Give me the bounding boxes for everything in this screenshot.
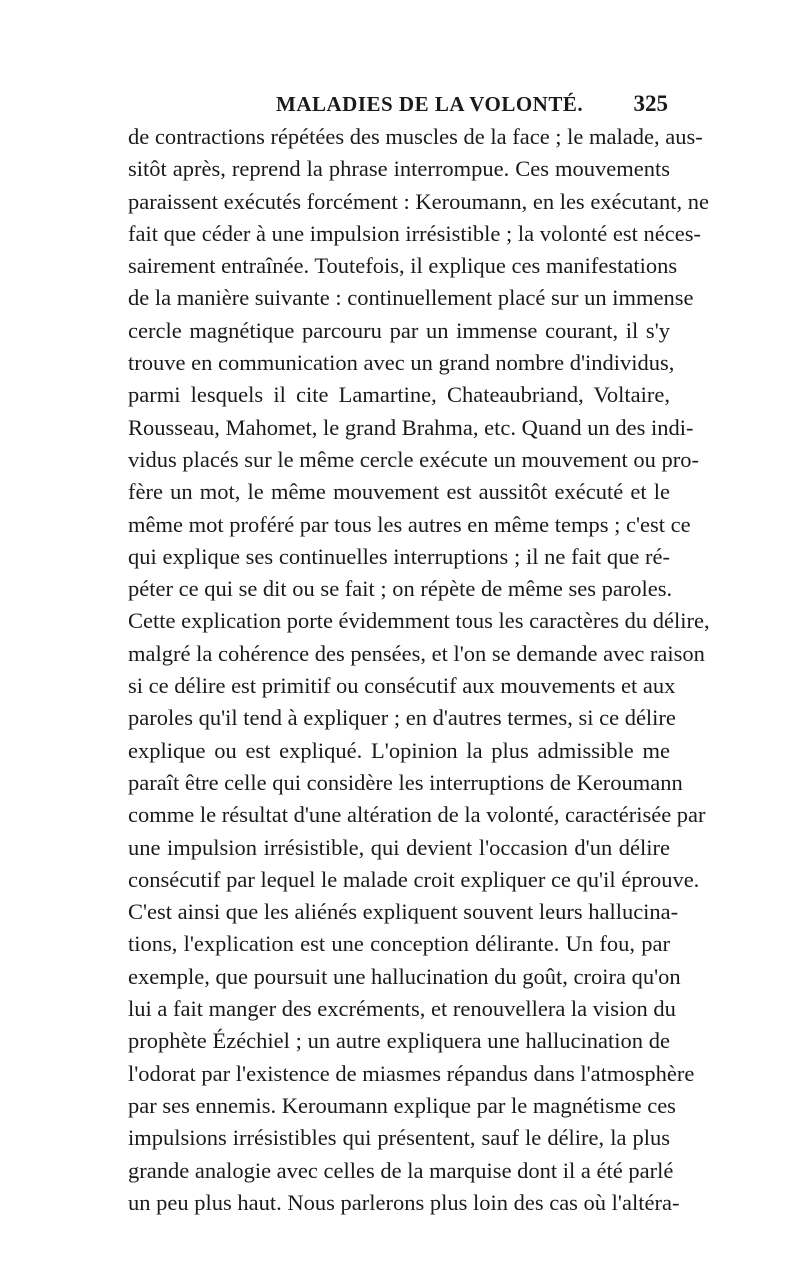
text-line: sairement entraînée. Toutefois, il explique ces manifestations — [128, 253, 678, 279]
text-line: vidus placés sur le même cercle exécute un mouvement ou pro- — [128, 446, 700, 472]
text-line: trouve en communication avec un grand nombre d'individus, — [128, 350, 675, 376]
text-line: un peu plus haut. Nous parlerons plus loin des cas où l'altéra- — [128, 1189, 680, 1215]
text-line: prophète Ézéchiel ; un autre expliquera une hallucination de — [128, 1028, 670, 1054]
text-line: malgré la cohérence des pensées, et l'on se demande avec raison — [128, 640, 705, 666]
text-line: exemple, que poursuit une hallucination du goût, croira qu'on — [128, 963, 681, 989]
page-number: 325 — [633, 91, 668, 116]
text-line: explique ou est expliqué. L'opinion la plus admissible me — [128, 737, 670, 763]
text-line: grande analogie avec celles de la marquise dont il a été parlé — [128, 1157, 674, 1183]
text-line: de contractions répétées des muscles de la face ; le malade, aus- — [128, 124, 703, 149]
text-line: sitôt après, reprend la phrase interrompue. Ces mouvements — [128, 156, 670, 182]
body-text — [128, 121, 710, 1219]
text-line: si ce délire est primitif ou consécutif aux mouvements et aux — [128, 673, 676, 699]
text-line: paraissent exécutés forcément : Keroumann, en les exécutant, ne — [128, 188, 710, 214]
text-line: comme le résultat d'une altération de la volonté, caractérisée par — [128, 802, 706, 828]
running-head-title: MALADIES DE LA VOLONTÉ. — [276, 92, 584, 116]
text-line: cercle magnétique parcouru par un immense courant, il s'y — [128, 317, 670, 343]
text-line: impulsions irrésistibles qui présentent, sauf le délire, la plus — [128, 1125, 670, 1151]
text-line: de la manière suivante : continuellement placé sur un immense — [128, 285, 694, 311]
text-line: péter ce qui se dit ou se fait ; on répète de même ses paroles. — [128, 576, 673, 602]
text-line: qui explique ses continuelles interruptions ; il ne fait que ré- — [128, 543, 670, 569]
text-line: l'odorat par l'existence de miasmes répandus dans l'atmosphère — [128, 1060, 695, 1086]
text-line: lui a fait manger des excréments, et renouvellera la vision du — [128, 996, 676, 1022]
text-line: par ses ennemis. Keroumann explique par le magnétisme ces — [128, 1092, 676, 1118]
text-line: paroles qu'il tend à expliquer ; en d'autres termes, si ce délire — [128, 705, 676, 731]
text-line: même mot proféré par tous les autres en même temps ; c'est ce — [128, 511, 691, 537]
text-line: C'est ainsi que les aliénés expliquent souvent leurs hallucina- — [128, 899, 679, 925]
text-line: paraît être celle qui considère les interruptions de Keroumann — [128, 769, 683, 795]
text-line: une impulsion irrésistible, qui devient l'occasion d'un délire — [128, 834, 670, 860]
text-line: fait que céder à une impulsion irrésistible ; la volonté est néces- — [128, 220, 701, 246]
text-line: fère un mot, le même mouvement est aussitôt exécuté et le — [128, 479, 670, 505]
text-line: Cette explication porte évidemment tous les caractères du délire, — [128, 608, 710, 634]
running-head — [128, 92, 668, 120]
text-line: tions, l'explication est une conception délirante. Un fou, par — [128, 931, 670, 957]
text-line: consécutif par lequel le malade croit expliquer ce qu'il éprouve. — [128, 866, 700, 892]
text-line: Rousseau, Mahomet, le grand Brahma, etc. Quand un des indi- — [128, 414, 694, 440]
text-line: parmi lesquels il cite Lamartine, Chateaubriand, Voltaire, — [128, 382, 670, 408]
